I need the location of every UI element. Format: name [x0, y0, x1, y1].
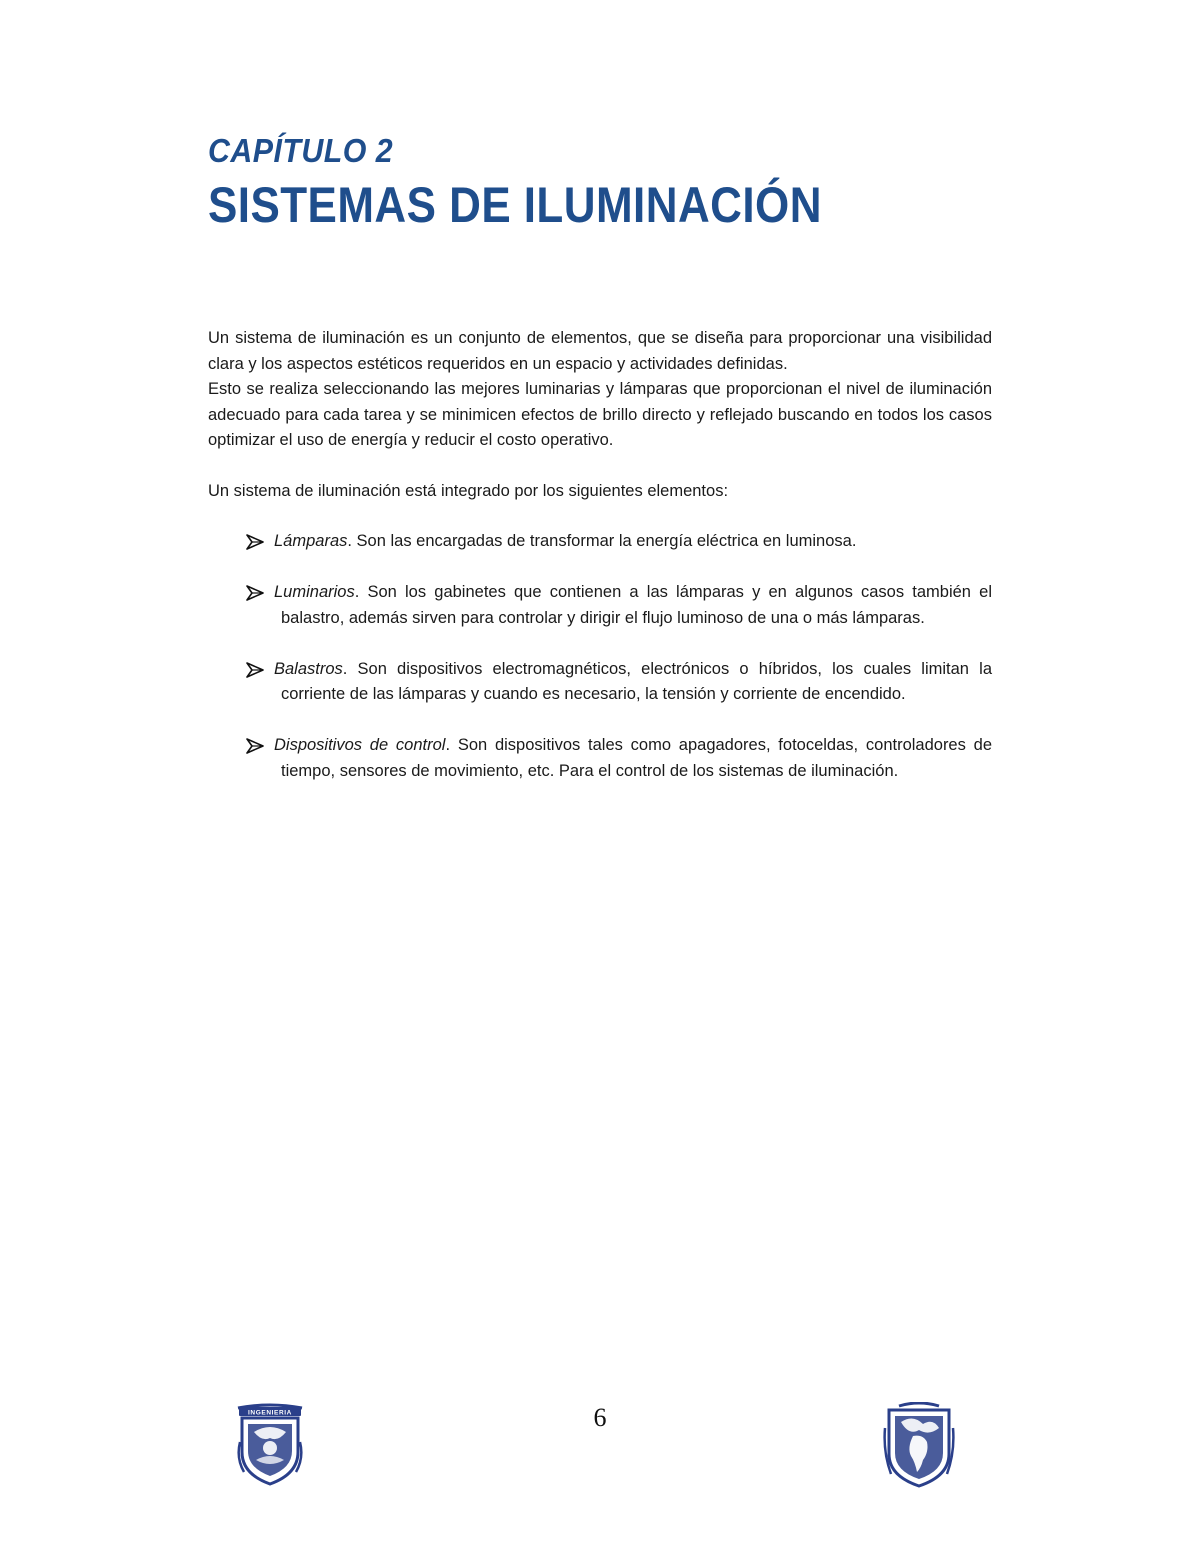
- list-item: [246, 733, 992, 784]
- university-seal-icon: [883, 1402, 955, 1488]
- item-term: Luminarios: [274, 583, 355, 601]
- list-item: [246, 529, 992, 555]
- intro-paragraph: Un sistema de iluminación es un conjunto de elementos, que se diseña para proporcionar una visibilidad clara y los aspectos estéticos requeridos en un espacio y actividades definidas.: [208, 329, 992, 373]
- chapter-label: CAPÍTULO 2: [208, 132, 394, 169]
- list-lead: Un sistema de iluminación está integrado por los siguientes elementos:: [208, 482, 729, 500]
- elements-list: [246, 529, 992, 810]
- intro-paragraph: Esto se realiza seleccionando las mejores luminarias y lámparas que proporcionan el nivel de iluminación adecuado para cada tarea y se minimicen efectos de brillo directo y reflejado buscando en todos los casos optimizar el uso de energía y reducir el costo operativo.: [208, 380, 992, 449]
- page-number: 6: [593, 1403, 607, 1432]
- arrow-bullet-icon: [246, 585, 264, 601]
- item-term: Dispositivos de control: [274, 736, 446, 754]
- item-term: Lámparas: [274, 532, 348, 550]
- item-description: . Son las encargadas de transformar la energía eléctrica en luminosa.: [347, 532, 857, 550]
- item-description: . Son dispositivos tales como apagadores, fotoceldas, controladores de tiempo, sensores de movimiento, etc. Para el control de los sistemas de iluminación.: [281, 736, 992, 780]
- item-term: Balastros: [274, 659, 343, 678]
- list-item: [246, 580, 992, 631]
- chapter-title: SISTEMAS DE ILUMINACIÓN: [208, 177, 822, 233]
- item-description: . Son los gabinetes que contienen a las lámparas y en algunos casos también el balastro, además sirven para controlar y dirigir el flujo luminoso de una o más lámparas.: [281, 583, 992, 627]
- item-description: . Son dispositivos electromagnéticos, electrónicos o híbridos, los cuales limitan la corriente de las lámparas y cuando es necesario, la tensión y corriente de encendido.: [281, 659, 992, 703]
- arrow-bullet-icon: [246, 662, 264, 678]
- intro-section: [208, 326, 992, 454]
- arrow-bullet-icon: [246, 534, 264, 550]
- list-item: [246, 657, 992, 708]
- arrow-bullet-icon: [246, 738, 264, 754]
- svg-text:INGENIERIA: INGENIERIA: [248, 1409, 292, 1417]
